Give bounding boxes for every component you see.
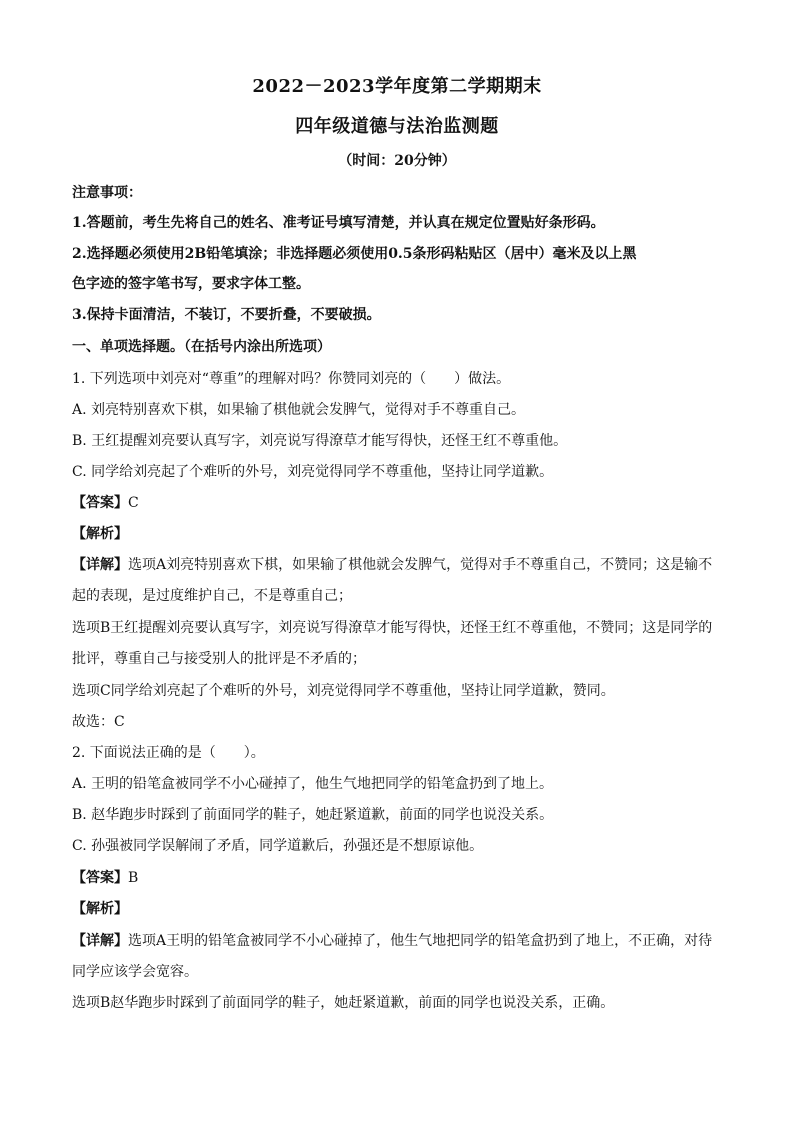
question-2-analysis-tag (72, 898, 732, 918)
question-1-detail-5: 选项C同学给刘亮起了个难听的外号，刘亮觉得同学不尊重他，坚持让同学道歉，赞同。 (72, 683, 615, 699)
notice-item-3: 3.保持卡面清洁，不装订，不要折叠，不要破损。 (72, 307, 381, 323)
question-2-option-b: B. 赵华跑步时踩到了前面同学的鞋子，她赶紧道歉，前面的同学也说没关系。 (72, 807, 554, 823)
answer-value: B (128, 870, 139, 886)
detail-text: 选项A王明的铅笔盒被同学不小心碰掉了，他生气地把同学的铅笔盒扔到了地上，不正确，对待 (128, 933, 713, 949)
notice-heading: 注意事项： (72, 185, 142, 201)
analysis-tag: 【解析】 (72, 901, 128, 917)
time-note: （时间：20分钟） (338, 153, 456, 169)
answer-tag: 【答案】 (72, 495, 128, 511)
exam-title: 2022－2023学年度第二学期期末 (252, 76, 542, 97)
question-2-option-c: C. 孙强被同学误解闹了矛盾，同学道歉后，孙强还是不想原谅他。 (72, 838, 484, 854)
exam-subtitle: 四年级道德与法治监测题 (295, 116, 499, 137)
answer-tag: 【答案】 (72, 870, 128, 886)
question-1-conclusion: 故选：C (72, 714, 125, 730)
question-2-answer (72, 867, 732, 887)
notice-item-1: 1.答题前，考生先将自己的姓名、准考证号填写清楚，并认真在规定位置贴好条形码。 (72, 215, 605, 231)
question-2-option-a: A. 王明的铅笔盒被同学不小心碰掉了，他生气地把同学的铅笔盒扔到了地上。 (72, 776, 554, 792)
analysis-tag: 【解析】 (72, 526, 128, 542)
question-1-detail-1 (72, 554, 732, 574)
question-1-stem: 1. 下列选项中刘亮对“尊重”的理解对吗？你赞同刘亮的（ ）做法。 (72, 371, 511, 387)
question-1-option-b: B. 王红提醒刘亮要认真写字，刘亮说写得潦草才能写得快，还怪王红不尊重他。 (72, 433, 568, 449)
section-heading: 一、单项选择题。（在括号内涂出所选项） (72, 339, 331, 355)
question-1-analysis-tag (72, 523, 732, 543)
question-1-answer (72, 492, 732, 512)
question-1-option-a: A. 刘亮特别喜欢下棋，如果输了棋他就会发脾气，觉得对手不尊重自己。 (72, 402, 526, 418)
question-1-option-c: C. 同学给刘亮起了个难听的外号，刘亮觉得同学不尊重他，坚持让同学道歉。 (72, 464, 554, 480)
question-1-detail-2: 起的表现，是过度维护自己，不是尊重自己； (72, 588, 352, 604)
question-1-detail-3: 选项B王红提醒刘亮要认真写字，刘亮说写得潦草才能写得快，还怪王红不尊重他，不赞同；这是同学的 (72, 620, 713, 636)
detail-text: 选项A刘亮特别喜欢下棋，如果输了棋他就会发脾气，觉得对手不尊重自己，不赞同；这是输不 (128, 557, 713, 573)
question-1-detail-4: 批评，尊重自己与接受别人的批评是不矛盾的； (72, 651, 366, 667)
question-2-stem: 2. 下面说法正确的是（ ）。 (72, 745, 265, 761)
notice-item-2-cont: 色字迹的签字笔书写，要求字体工整。 (72, 276, 310, 292)
question-2-detail-2: 同学应该学会宽容。 (72, 964, 198, 980)
detail-tag: 【详解】 (72, 557, 128, 573)
question-2-detail-3: 选项B赵华跑步时踩到了前面同学的鞋子，她赶紧道歉，前面的同学也说没关系，正确。 (72, 995, 615, 1011)
question-2-detail-1 (72, 930, 732, 950)
answer-value: C (128, 495, 139, 511)
detail-tag: 【详解】 (72, 933, 128, 949)
notice-item-2: 2.选择题必须使用2B铅笔填涂；非选择题必须使用0.5条形码粘贴区（居中）毫米及以上黑 (72, 246, 637, 262)
